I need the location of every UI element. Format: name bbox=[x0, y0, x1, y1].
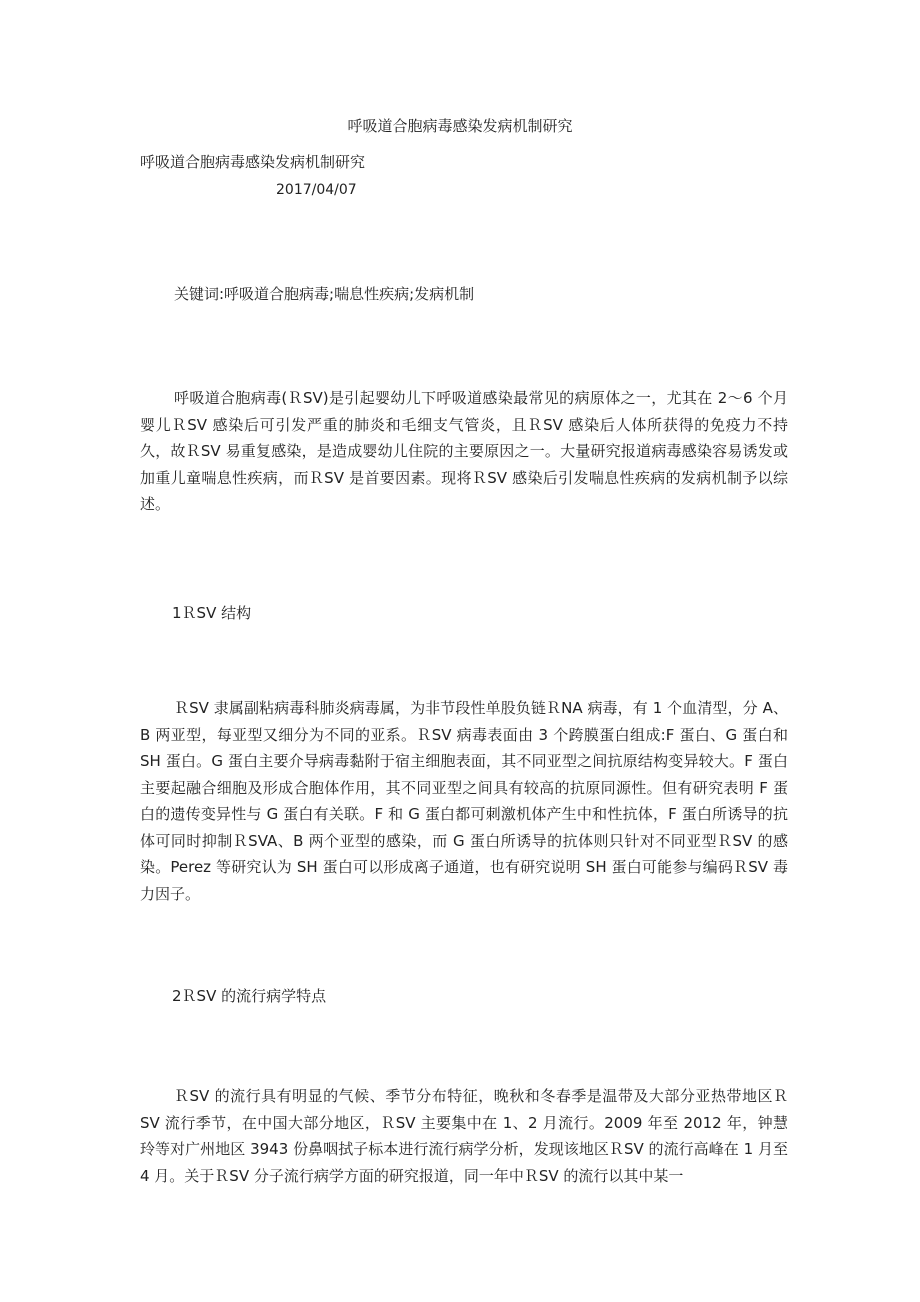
section-structure-paragraph: ＲSV 隶属副粘病毒科肺炎病毒属，为非节段性单股负链ＲNA 病毒，有 1 个血清型，分 A、B 两亚型，每亚型又细分为不同的亚系。ＲSV 病毒表面由 3 个跨膜蛋白组成:F 蛋白、G 蛋白和 SH 蛋白。G 蛋白主要介导病毒黏附于宿主细胞表面，其不同亚型之间抗原结构变异较大。F 蛋白主要起融合细胞及形成合胞体作用，其不同亚型之间具有较高的抗原同源性。但有研究表明 F 蛋白的遗传变异性与 G 蛋白有关联。F 和 G 蛋白都可刺激机体产生中和性抗体，F 蛋白所诱导的抗体可同时抑制ＲSVA、B 两个亚型的感染，而 G 蛋白所诱导的抗体则只针对不同亚型ＲSV 的感染。Perez 等研究认为 SH 蛋白可以形成离子通道，也有研究说明 SH 蛋白可能参与编码ＲSV 毒力因子。 bbox=[140, 699, 788, 903]
section-epidemiology-paragraph: ＲSV 的流行具有明显的气候、季节分布特征，晚秋和冬春季是温带及大部分亚热带地区ＲSV 流行季节，在中国大部分地区，ＲSV 主要集中在 1、2 月流行。2009 年至 2012 年，钟慧玲等对广州地区 3943 份鼻咽拭子标本进行流行病学分析，发现该地区ＲSV 的流行高峰在 1 月至 4 月。关于ＲSV 分子流行病学方面的研究报道，同一年中ＲSV 的流行以其中某一 bbox=[140, 1087, 788, 1185]
page-header-title: 呼吸道合胞病毒感染发病机制研究 bbox=[347, 117, 573, 135]
keywords-line: 关键词:呼吸道合胞病毒;喘息性疾病;发病机制 bbox=[174, 285, 475, 303]
intro-paragraph: 呼吸道合胞病毒(ＲSV)是引起婴幼儿下呼吸道感染最常见的病原体之一，尤其在 2～6 个月婴儿ＲSV 感染后可引发严重的肺炎和毛细支气管炎，且ＲSV 感染后人体所获得的免疫力不持久，故ＲSV 易重复感染，是造成婴幼儿住院的主要原因之一。大量研究报道病毒感染容易诱发或加重儿童喘息性疾病，而ＲSV 是首要因素。现将ＲSV 感染后引发喘息性疾病的发病机制予以综述。 bbox=[140, 389, 788, 513]
article-title: 呼吸道合胞病毒感染发病机制研究 bbox=[140, 153, 366, 171]
section-heading-structure: 1ＲSV 结构 bbox=[172, 604, 252, 622]
section-heading-epidemiology: 2ＲSV 的流行病学特点 bbox=[172, 987, 327, 1005]
publish-date: 2017/04/07 bbox=[276, 182, 357, 198]
